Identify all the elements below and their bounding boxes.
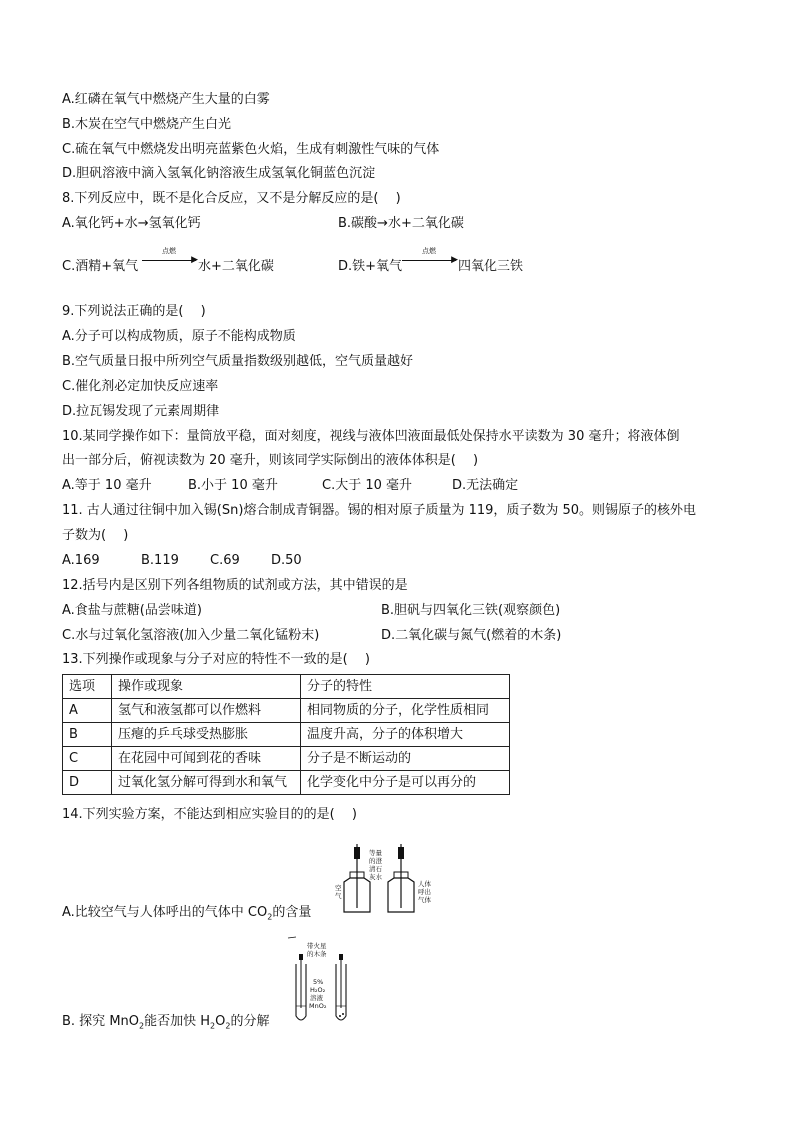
q13-stem: 13.下列操作或现象与分子对应的特性不一致的是( ) [62, 652, 370, 667]
table-cell: B [63, 723, 112, 747]
q13-table [62, 674, 510, 795]
q8-c-arrow [142, 247, 198, 265]
q12-option-a: A.食盐与蔗糖(品尝味道) [62, 603, 202, 618]
fig-b-mid-label-1: 5% [313, 978, 324, 986]
q11-option-a: A.169 [62, 553, 100, 568]
table-row [63, 771, 510, 795]
fig-a-right-label-1: 人体 [418, 880, 431, 888]
q9-option-d: D.拉瓦锡发现了元素周期律 [62, 404, 220, 419]
q9-option-a: A.分子可以构成物质，原子不能构成物质 [62, 329, 296, 344]
q7-option-a: A.红磷在氧气中燃烧产生大量的白雾 [62, 92, 270, 107]
table-cell: 过氧化氢分解可得到水和氧气 [112, 771, 301, 795]
fig-a-right-label-2: 呼出 [418, 888, 431, 896]
q8-option-d-right: 四氧化三铁 [458, 259, 524, 274]
q14-option-b: B. 探究 MnO$_2$能否加快 $H_2O_2$的分解 [62, 1014, 270, 1031]
q8-option-d-left: D.铁+氧气 [338, 259, 403, 274]
fig-a-mid-label-3: 清石 [369, 865, 382, 873]
q12-option-c: C.水与过氧化氢溶液(加入少量二氧化锰粉末) [62, 628, 320, 643]
fig-b-mid-label-4: MnO₂ [309, 1002, 327, 1010]
q8-option-c-left: C.酒精+氧气 [62, 259, 139, 274]
q10-line2: 出一部分后，俯视读数为 20 毫升，则该同学实际倒出的液体体积是( ) [62, 453, 479, 468]
table-header-cell: 分子的特性 [301, 675, 510, 699]
q8-option-b: B.碳酸→水+二氧化碳 [338, 216, 464, 231]
q11-option-b: B.119 [141, 553, 179, 568]
q10-option-a: A.等于 10 毫升 [62, 478, 152, 493]
q8-d-condition: 点燃 [422, 247, 436, 255]
q14-stem: 14.下列实验方案，不能达到相应实验目的的是( ) [62, 807, 357, 822]
table-header-row [63, 675, 510, 699]
q10-line1: 10.某同学操作如下：量筒放平稳，面对刻度，视线与液体凹液面最低处保持水平读数为 30 毫升；将液体倒 [62, 429, 680, 444]
q12-option-b: B.胆矾与四氧化三铁(观察颜色) [381, 603, 561, 618]
table-row [63, 699, 510, 723]
q7-option-b: B.木炭在空气中燃烧产生白光 [62, 117, 232, 132]
table-cell: 温度升高，分子的体积增大 [301, 723, 510, 747]
q7-option-d: D.胆矾溶液中滴入氢氧化钠溶液生成氢氧化铜蓝色沉淀 [62, 166, 376, 181]
q7-option-c: C.硫在氧气中燃烧发出明亮蓝紫色火焰，生成有刺激性气味的气体 [62, 142, 440, 157]
fig-b-mid-label-2: H₂O₂ [310, 986, 326, 994]
q9-stem: 9.下列说法正确的是( ) [62, 304, 206, 319]
q8-option-a: A.氧化钙+水→氢氧化钙 [62, 216, 201, 231]
table-cell: C [63, 747, 112, 771]
fig-a-mid-label-1: 等量 [369, 849, 382, 857]
q11-option-d: D.50 [271, 553, 302, 568]
fig-a-mid-label-4: 灰水 [369, 873, 382, 881]
fig-a-left-label-2: 气 [335, 892, 342, 900]
table-cell: 化学变化中分子是可以再分的 [301, 771, 510, 795]
table-cell: 压瘪的乒乓球受热膨胀 [112, 723, 301, 747]
fig-a-right-label-3: 气体 [418, 896, 431, 904]
table-row [63, 747, 510, 771]
q9-option-b: B.空气质量日报中所列空气质量指数级别越低，空气质量越好 [62, 354, 414, 369]
q14-b-apparatus [284, 936, 356, 1026]
q12-stem: 12.括号内是区别下列各组物质的试剂或方法，其中错误的是 [62, 578, 408, 593]
q11-option-c: C.69 [210, 553, 240, 568]
q8-option-c-right: 水+二氧化碳 [198, 259, 274, 274]
table-cell: D [63, 771, 112, 795]
fig-b-top-label-1: 带火星 [307, 942, 327, 950]
q12-option-d: D.二氧化碳与氮气(燃着的木条) [381, 628, 562, 643]
fig-a-left-label-1: 空 [335, 884, 342, 892]
table-cell: 在花园中可闻到花的香味 [112, 747, 301, 771]
q10-option-d: D.无法确定 [452, 478, 519, 493]
table-row [63, 723, 510, 747]
fig-a-mid-label-2: 的澄 [369, 857, 382, 865]
arrow-head-icon: ▶ [451, 255, 458, 265]
table-cell: 分子是不断运动的 [301, 747, 510, 771]
q10-option-b: B.小于 10 毫升 [188, 478, 278, 493]
q8-d-arrow [402, 247, 458, 265]
table-cell: A [63, 699, 112, 723]
table-cell: 相同物质的分子，化学性质相同 [301, 699, 510, 723]
q14-a-apparatus [330, 842, 442, 916]
table-header-cell: 选项 [63, 675, 112, 699]
q8-c-condition: 点燃 [162, 247, 176, 255]
fig-b-mid-label-3: 溶液 [310, 994, 323, 1002]
q11-line2: 子数为( ) [62, 528, 129, 543]
q11-line1: 11. 古人通过往铜中加入锡(Sn)熔合制成青铜器。锡的相对原子质量为 119，质子数为 50。则锡原子的核外电 [62, 503, 697, 518]
arrow-head-icon: ▶ [191, 255, 198, 265]
q14-option-a: A.比较空气与人体呼出的气体中 $CO_2$的含量 [62, 905, 312, 922]
q10-option-c: C.大于 10 毫升 [322, 478, 413, 493]
table-header-cell: 操作或现象 [112, 675, 301, 699]
table-cell: 氢气和液氢都可以作燃料 [112, 699, 301, 723]
q9-option-c: C.催化剂必定加快反应速率 [62, 379, 219, 394]
fig-b-top-label-2: 的木条 [307, 950, 327, 958]
q8-stem: 8.下列反应中，既不是化合反应，又不是分解反应的是( ) [62, 191, 401, 206]
